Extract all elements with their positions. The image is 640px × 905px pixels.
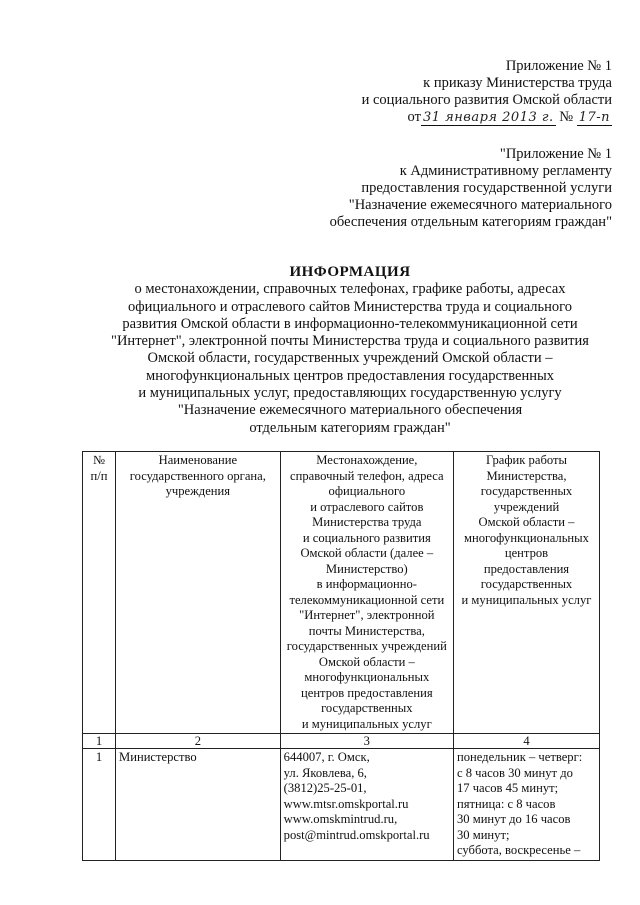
header-line: многофункциональных [464, 530, 589, 545]
contact-line: (3812)25-25-01, [283, 781, 367, 795]
appendix-regulation-block [330, 146, 612, 231]
info-title-line: о местонахождении, справочных телефонах, графике работы, адресах [134, 281, 566, 298]
info-title-line: многофункциональных центров предоставления государственных [146, 367, 554, 384]
contact-line: ул. Яковлева, 6, [283, 765, 367, 780]
table-row [83, 749, 600, 861]
info-title-line: Омской области, государственных учреждений Омской области – [147, 350, 553, 367]
appendix-order-line-2: к приказу Министерства труда [423, 75, 612, 91]
header-line: Местонахождение, [316, 453, 418, 467]
schedule-line: с 8 часов 30 минут до [456, 765, 573, 780]
date-prefix: от [407, 109, 421, 125]
info-table [82, 451, 600, 861]
header-line: государственных [321, 701, 413, 715]
header-line: и муниципальных услуг [301, 716, 432, 731]
info-title-line: "Интернет", электронной почты Министерства труда и социального развития [111, 333, 589, 350]
schedule-line: 30 минут до 16 часов [456, 812, 571, 826]
header-line: Омской области (далее – [300, 546, 434, 560]
header-col-4 [453, 452, 599, 734]
appendix-regulation-line: "Приложение № 1 [499, 146, 612, 162]
column-number-1: 1 [83, 734, 116, 749]
column-number-row [83, 734, 600, 749]
header-line: Министерства, [486, 468, 567, 483]
header-line: "Интернет", электронной [299, 608, 435, 622]
header-line: и социального развития [302, 530, 431, 545]
schedule-line: 17 часов 45 минут; [456, 781, 559, 795]
contact-line: www.mtsr.omskportal.ru [283, 796, 409, 811]
schedule-line: пятница: с 8 часов [456, 796, 556, 811]
row-number: 1 [83, 749, 116, 861]
appendix-order-line-1: Приложение № 1 [505, 58, 612, 74]
contact-line: post@mintrud.omskportal.ru [283, 827, 430, 842]
order-date-line [362, 109, 612, 126]
info-title-line: и муниципальных услуг, предоставляющих государственную услугу [138, 385, 562, 402]
header-line: государственных [480, 484, 573, 498]
header-line: в информационно- [316, 577, 417, 591]
header-line: телекоммуникационной сети [289, 592, 445, 607]
info-title-line: официального и отраслевого сайтов Министерства труда и социального [127, 298, 572, 315]
header-line: и муниципальных услуг [461, 592, 592, 607]
appendix-regulation-line: "Назначение ежемесячного материального [348, 197, 612, 213]
row-org-name: Министерство [116, 749, 281, 861]
info-title-lines [60, 281, 640, 437]
info-title-line: "Назначение ежемесячного материального обеспечения [177, 402, 523, 419]
number-label: № [559, 109, 574, 125]
info-title-line: развития Омской области в информационно-телекоммуникационной сети [122, 315, 578, 332]
header-line: Омской области – [318, 654, 415, 669]
column-number-2: 2 [116, 734, 281, 749]
header-line: центров предоставления [300, 685, 433, 700]
appendix-regulation-line: обеспечения отдельным категориям граждан" [329, 214, 612, 230]
info-heading: ИНФОРМАЦИЯ [289, 264, 411, 280]
header-line: Министерство) [325, 561, 408, 576]
header-line: почты Министерства, [308, 623, 425, 638]
schedule-line: 30 минут; [456, 827, 510, 842]
header-line: График работы [486, 453, 567, 467]
column-number-3: 3 [280, 734, 453, 749]
table-header-row [83, 452, 600, 734]
header-line: центров [504, 546, 549, 560]
header-col-1 [83, 452, 116, 734]
contact-line: 644007, г. Омск, [283, 750, 370, 764]
info-title-block [60, 264, 640, 437]
header-line: многофункциональных [304, 670, 430, 684]
header-line: учреждения [165, 484, 231, 498]
appendix-order-line-3: и социального развития Омской области [361, 92, 612, 108]
header-line: справочный телефон, адреса [290, 468, 444, 483]
contact-line: www.omskmintrud.ru, [283, 812, 398, 826]
schedule-line: суббота, воскресенье – [456, 843, 581, 857]
header-line: официального [328, 484, 406, 498]
handwritten-date: 31 января 2013 г. [422, 110, 554, 125]
header-line: Наименование [158, 453, 238, 467]
header-col-2 [116, 452, 281, 734]
header-line: и отраслевого сайтов [310, 499, 424, 514]
info-title-line: отдельным категориям граждан" [249, 419, 451, 436]
header-line: учреждений [493, 499, 560, 514]
header-col-3 [280, 452, 453, 734]
appendix-regulation-line: к Административному регламенту [399, 163, 612, 179]
header-line: государственных [480, 577, 573, 591]
appendix-regulation-line: предоставления государственной услуги [361, 180, 612, 196]
appendix-order-block [362, 58, 612, 126]
header-line: Министерства труда [312, 515, 422, 529]
header-line: предоставления [483, 561, 570, 576]
row-schedule [453, 749, 599, 861]
header-line: государственных учреждений [286, 639, 447, 653]
row-contacts [280, 749, 453, 861]
handwritten-number: 17-п [578, 110, 610, 125]
header-line: Омской области – [478, 515, 575, 529]
column-number-4: 4 [453, 734, 599, 749]
header-line: № [92, 453, 106, 467]
header-line: государственного органа, [129, 468, 266, 483]
header-line: п/п [90, 468, 108, 483]
schedule-line: понедельник – четверг: [456, 750, 583, 764]
